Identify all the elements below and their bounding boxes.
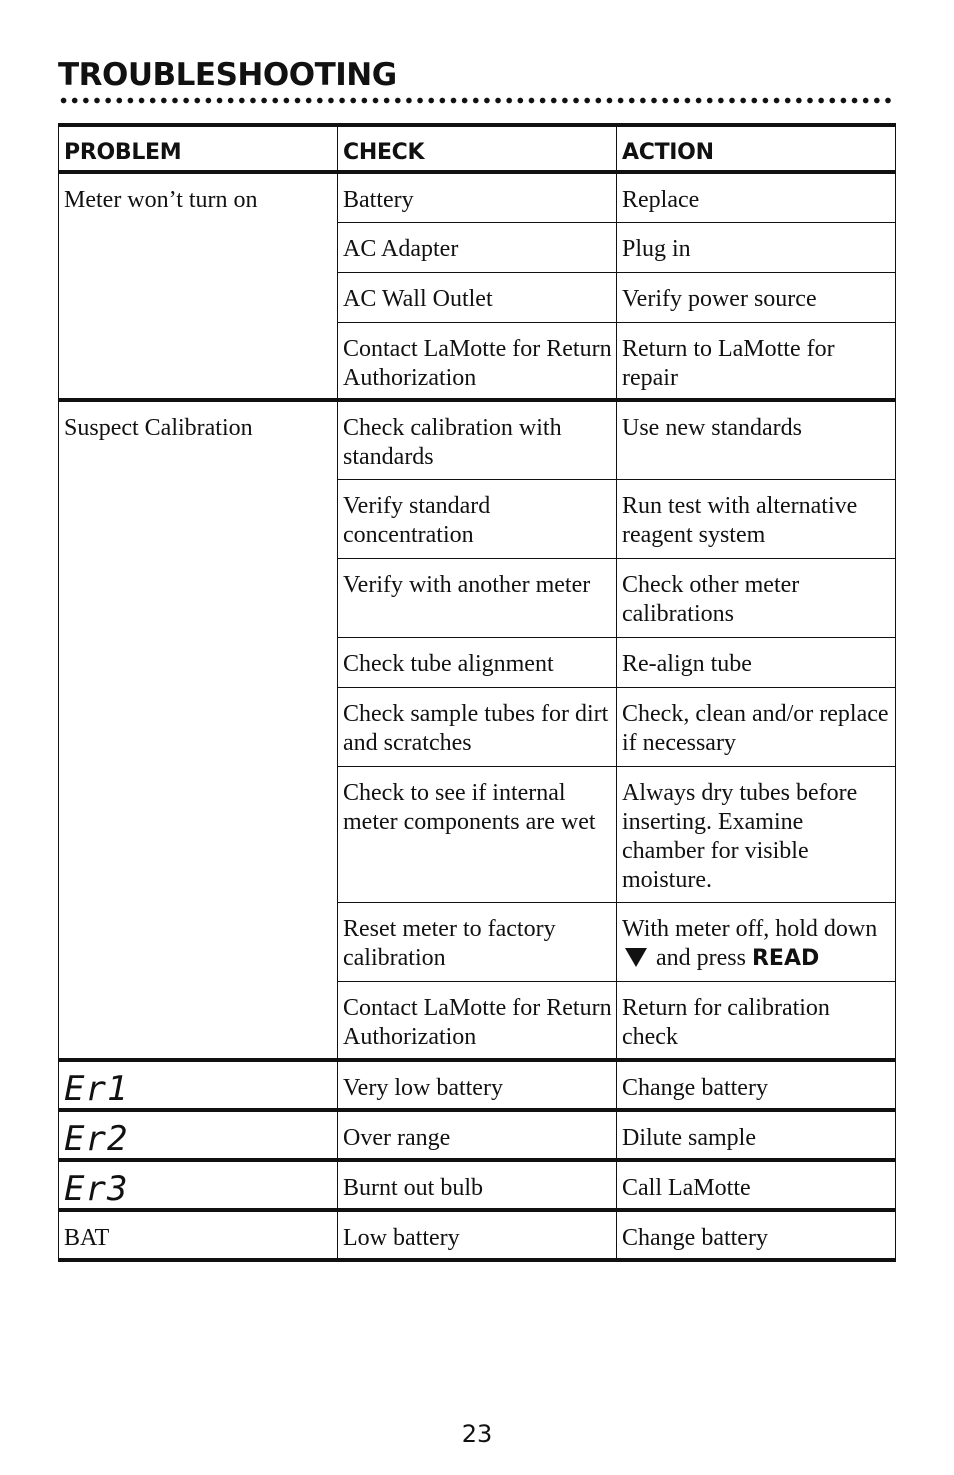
- action-cell: Return for calibration check: [617, 981, 896, 1060]
- page-title: TROUBLESHOOTING: [58, 57, 397, 93]
- check-cell: Reset meter to factory calibration: [338, 902, 617, 981]
- check-cell: Battery: [338, 172, 617, 222]
- action-cell: Replace: [617, 172, 896, 222]
- problem-cell: Meter won’t turn on: [59, 172, 338, 400]
- problem-cell: BAT: [59, 1210, 338, 1260]
- action-cell: Change battery: [617, 1060, 896, 1110]
- down-triangle-icon: [625, 948, 647, 967]
- check-cell: Check sample tubes for dirt and scratches: [338, 687, 617, 766]
- problem-cell: Suspect Calibration: [59, 400, 338, 1060]
- check-cell: Contact LaMotte for Return Authorization: [338, 981, 617, 1060]
- check-cell: Low battery: [338, 1210, 617, 1260]
- error-code-er3: Er3: [64, 1169, 129, 1209]
- action-cell: Change battery: [617, 1210, 896, 1260]
- problem-cell: [59, 1160, 338, 1210]
- table-row: [59, 1160, 896, 1210]
- action-text-pre: With meter off, hold down: [622, 915, 878, 942]
- action-cell: Plug in: [617, 222, 896, 272]
- action-text-mid: and press: [656, 944, 746, 971]
- action-cell: Verify power source: [617, 272, 896, 322]
- header-problem: PROBLEM: [59, 125, 338, 172]
- check-cell: Over range: [338, 1110, 617, 1160]
- table-row: [59, 1210, 896, 1260]
- problem-cell: [59, 1110, 338, 1160]
- table-row: [59, 1110, 896, 1160]
- check-cell: Verify with another meter: [338, 558, 617, 637]
- header-check: CHECK: [338, 125, 617, 172]
- action-cell: Check other meter calibrations: [617, 558, 896, 637]
- action-cell: Return to LaMotte for repair: [617, 322, 896, 400]
- check-cell: Contact LaMotte for Return Authorization: [338, 322, 617, 400]
- action-cell: Call LaMotte: [617, 1160, 896, 1210]
- action-cell: Run test with alternative reagent system: [617, 479, 896, 558]
- check-cell: Check calibration with standards: [338, 400, 617, 479]
- error-code-er1: Er1: [64, 1069, 129, 1109]
- check-cell: AC Wall Outlet: [338, 272, 617, 322]
- error-code-er2: Er2: [64, 1119, 129, 1159]
- troubleshooting-table: [58, 123, 896, 1262]
- check-cell: Verify standard concentration: [338, 479, 617, 558]
- table-row: [59, 400, 896, 479]
- check-cell: AC Adapter: [338, 222, 617, 272]
- table-row: [59, 1060, 896, 1110]
- action-cell: Always dry tubes before inserting. Examine chamber for visible moisture.: [617, 766, 896, 902]
- action-cell: Re-align tube: [617, 637, 896, 687]
- action-cell: Use new standards: [617, 400, 896, 479]
- table-row: [59, 172, 896, 222]
- check-cell: Burnt out bulb: [338, 1160, 617, 1210]
- page-number: 23: [461, 1420, 493, 1448]
- dotted-divider: [58, 97, 894, 104]
- check-cell: Very low battery: [338, 1060, 617, 1110]
- check-cell: Check tube alignment: [338, 637, 617, 687]
- header-action: ACTION: [617, 125, 896, 172]
- check-cell: Check to see if internal meter components are wet: [338, 766, 617, 902]
- action-cell: Check, clean and/or replace if necessary: [617, 687, 896, 766]
- action-cell: [617, 902, 896, 981]
- read-key-label: READ: [751, 945, 820, 971]
- action-cell: Dilute sample: [617, 1110, 896, 1160]
- header-row: [59, 125, 896, 172]
- problem-cell: [59, 1060, 338, 1110]
